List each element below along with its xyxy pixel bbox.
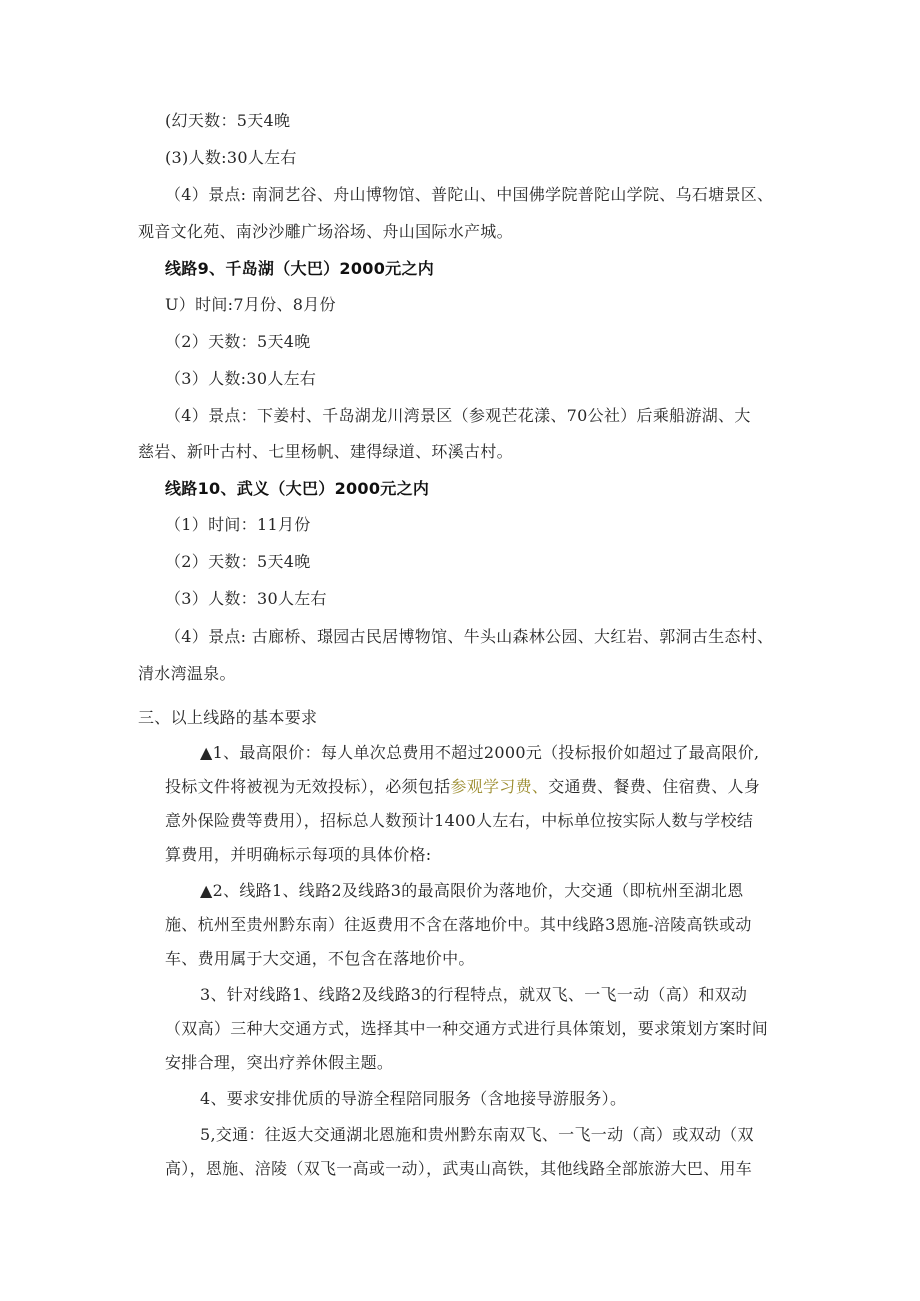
route9-sights-line2: 慈岩、新叶古村、七里杨帆、建得绿道、环溪古村。 xyxy=(138,442,513,461)
req2-line2: 施、杭州至贵州黔东南）往返费用不含在落地价中。其中线路3恩施-涪陵高铁或动 xyxy=(165,915,752,934)
route9-people: （3）人数:30人左右 xyxy=(165,369,317,388)
req5-line1: 5,交通：往返大交通湖北恩施和贵州黔东南双飞、一飞一动（高）或双动（双 xyxy=(200,1125,754,1144)
route8-sights-line1: （4）景点: 南洞艺谷、舟山博物馆、普陀山、中国佛学院普陀山学院、乌石塘景区、 xyxy=(165,185,774,204)
route9-time: U）时间:7月份、8月份 xyxy=(165,295,336,314)
route9-sights-line1: （4）景点：下姜村、千岛湖龙川湾景区（参观芒花漾、70公社）后乘船游湖、大 xyxy=(165,406,751,425)
route9-title: 线路9、千岛湖（大巴）2000元之内 xyxy=(165,259,435,278)
route10-time: （1）时间：11月份 xyxy=(165,515,311,534)
req1-line2 xyxy=(165,776,760,798)
req1-highlighted-fee: 参观学习费、 xyxy=(450,777,549,796)
req1-line1: ▲1、最高限价：每人单次总费用不超过2000元（投标报价如超过了最高限价, xyxy=(200,743,760,762)
req1-line2-part3: 交通费、餐费、住宿费、人身 xyxy=(548,777,761,796)
route10-days: （2）天数：5天4晚 xyxy=(165,552,311,571)
route10-sights-line1: （4）景点: 古廊桥、璟园古民居博物馆、牛头山森林公园、大红岩、郭洞古生态村、 xyxy=(165,627,774,646)
route8-people: (3)人数:30人左右 xyxy=(165,148,297,167)
route9-days: （2）天数：5天4晚 xyxy=(165,332,311,351)
req5-line2: 高），恩施、涪陵（双飞一高或一动），武夷山高铁，其他线路全部旅游大巴、用车 xyxy=(165,1159,753,1178)
route10-people: （3）人数：30人左右 xyxy=(165,589,327,608)
route8-sights-line2: 观音文化苑、南沙沙雕广场浴场、舟山国际水产城。 xyxy=(138,222,513,241)
req4-line1: 4、要求安排优质的导游全程陪同服务（含地接导游服务）。 xyxy=(200,1089,627,1108)
req2-line3: 车、费用属于大交通，不包含在落地价中。 xyxy=(165,949,475,968)
route8-days: (幻天数：5天4晚 xyxy=(165,111,291,130)
req1-line3: 意外保险费等费用），招标总人数预计1400人左右，中标单位按实际人数与学校结 xyxy=(165,811,754,830)
req3-line2: （双高）三种大交通方式，选择其中一种交通方式进行具体策划，要求策划方案时间 xyxy=(165,1019,769,1038)
req3-line1: 3、针对线路1、线路2及线路3的行程特点，就双飞、一飞一动（高）和双动 xyxy=(200,985,748,1004)
requirements-heading: 三、以上线路的基本要求 xyxy=(138,708,318,727)
req2-line1: ▲2、线路1、线路2及线路3的最高限价为落地价，大交通（即杭州至湖北恩 xyxy=(200,881,744,900)
req3-line3: 安排合理，突出疗养休假主题。 xyxy=(165,1053,394,1072)
req1-line2-part1: 投标文件将被视为无效投标），必须包括 xyxy=(165,777,451,796)
route10-sights-line2: 清水湾温泉。 xyxy=(138,664,236,683)
req1-line4: 算费用，并明确标示每项的具体价格: xyxy=(165,845,432,864)
route10-title: 线路10、武义（大巴）2000元之内 xyxy=(165,479,430,498)
